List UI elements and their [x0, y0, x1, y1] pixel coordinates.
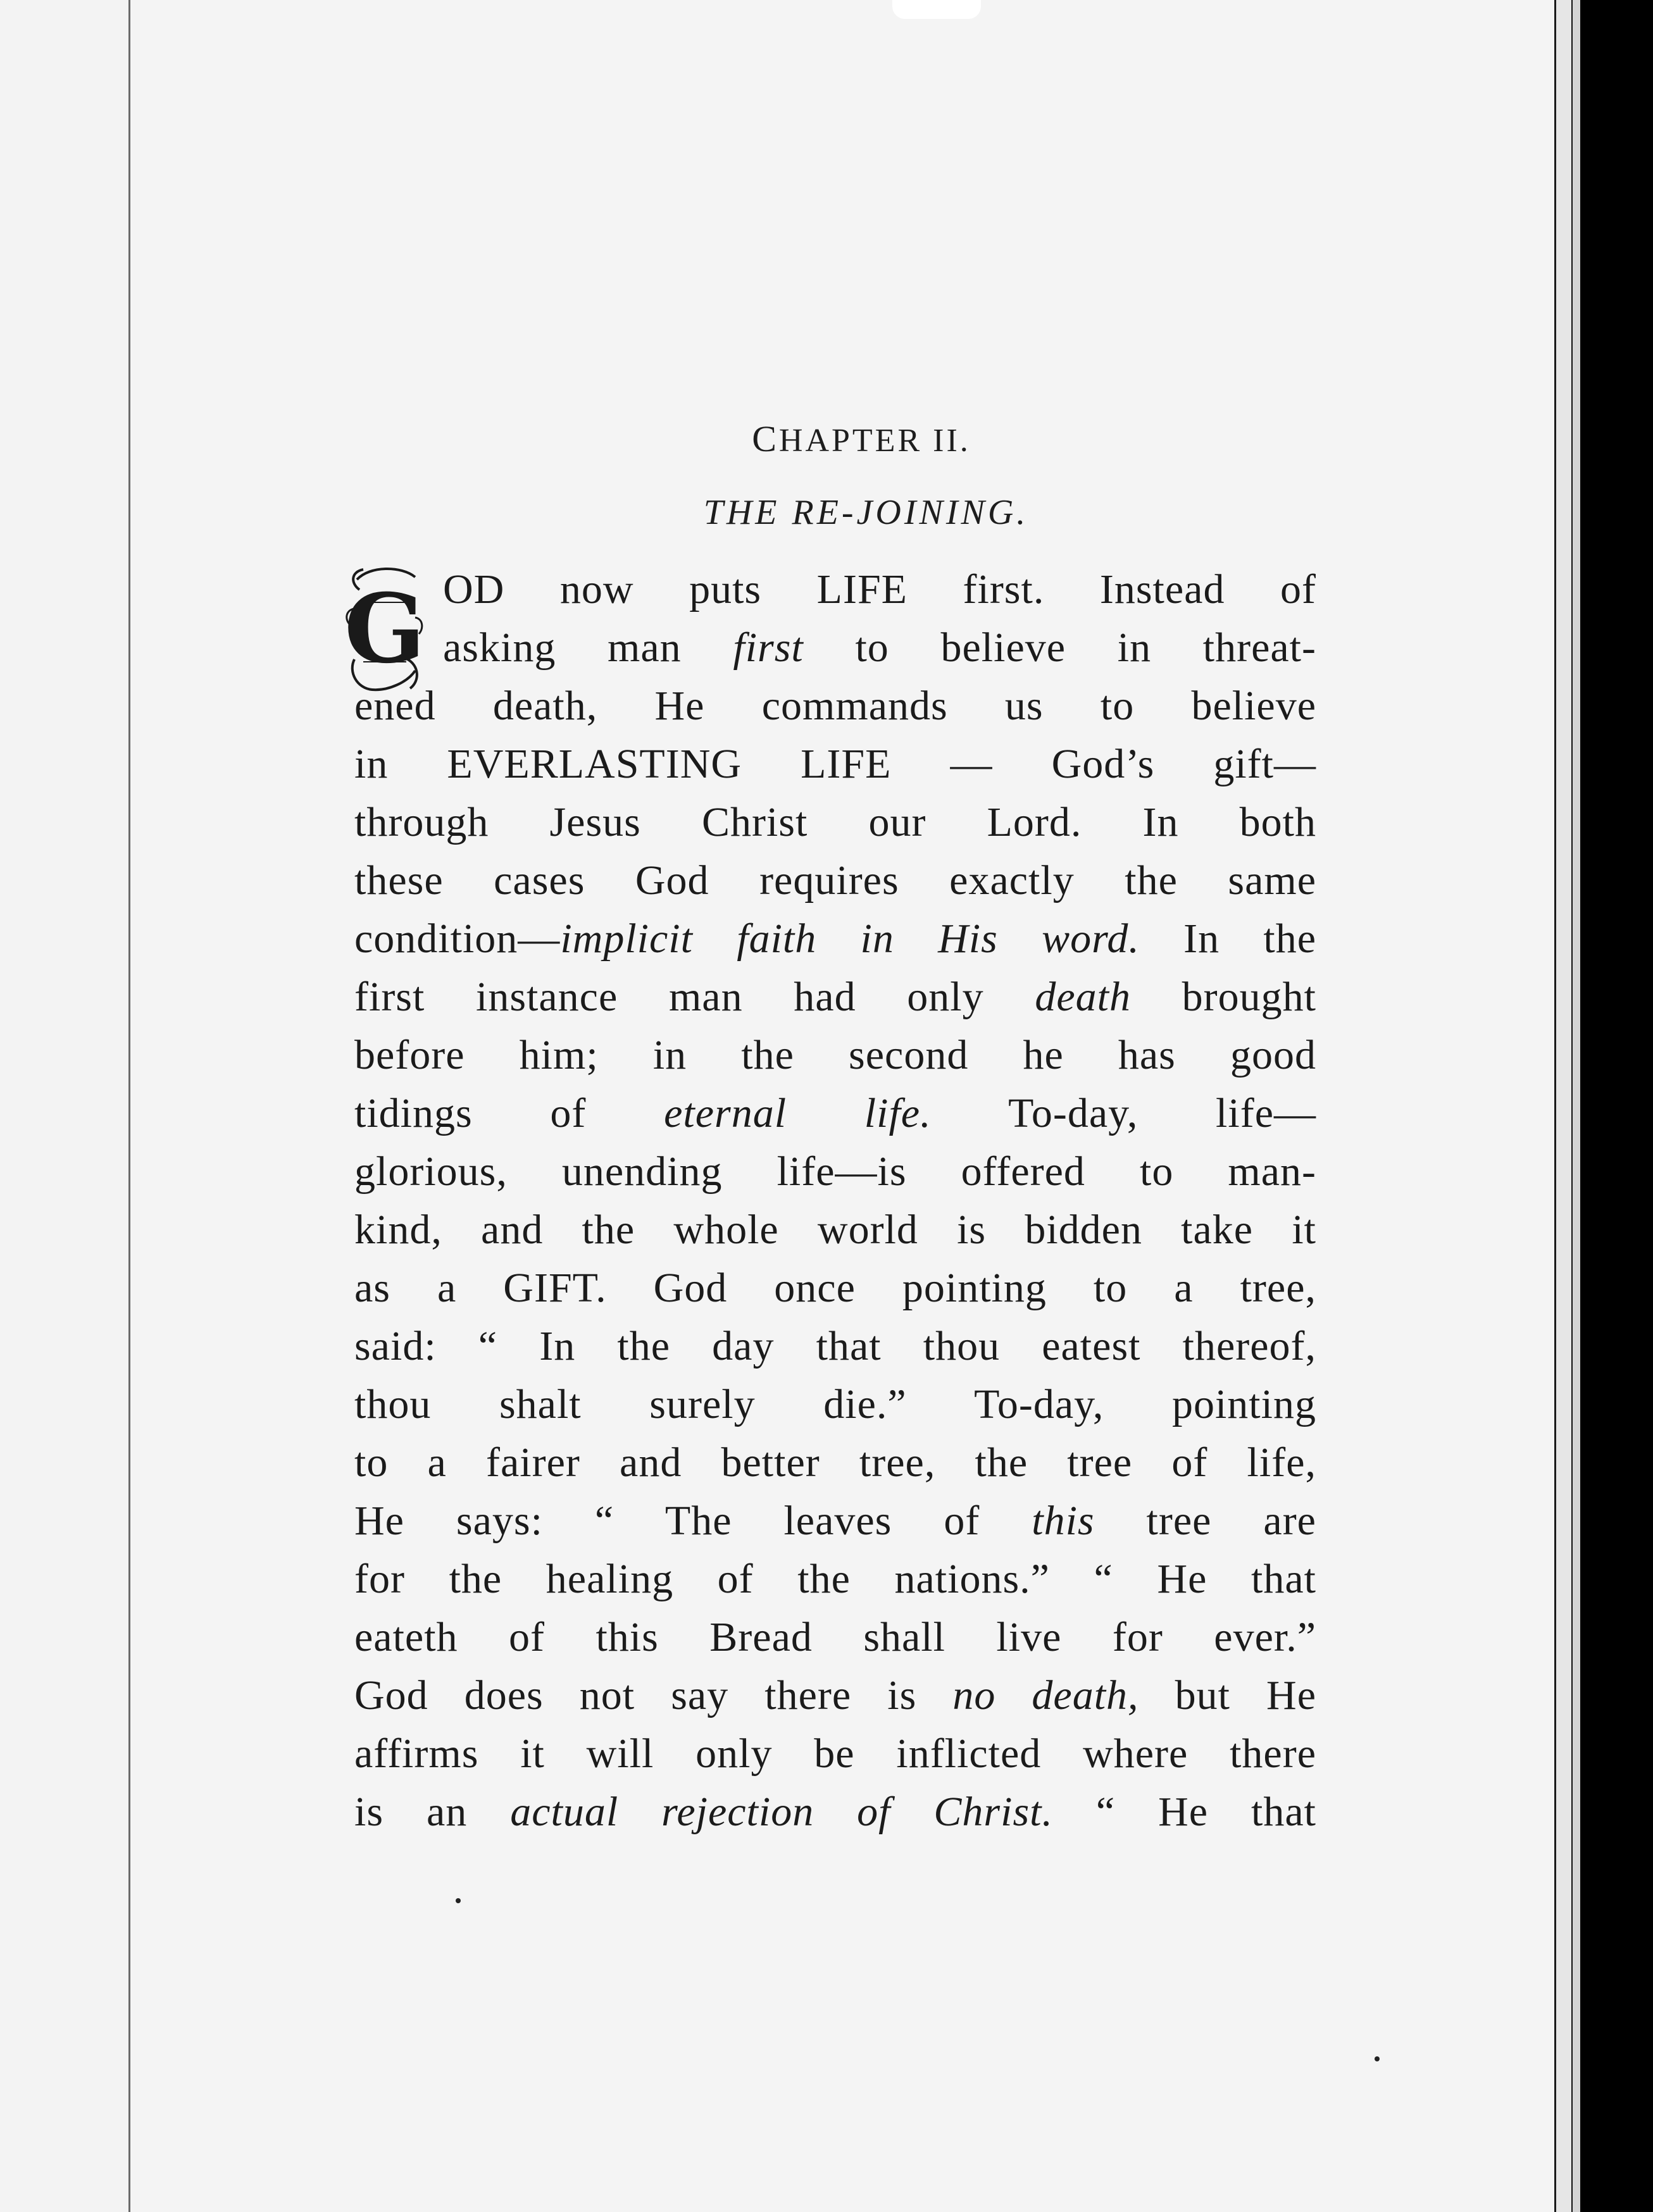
text-line — [354, 735, 1316, 793]
italic-phrase: this — [1032, 1498, 1095, 1544]
text-run: to believe in threat- — [803, 624, 1317, 671]
chapter-heading — [0, 418, 1653, 460]
text-run: is an — [354, 1789, 511, 1835]
text-run: condition— — [354, 916, 561, 962]
text-line — [354, 1608, 1316, 1667]
text-line — [354, 1667, 1316, 1725]
speck — [456, 1898, 461, 1903]
text-run: through Jesus Christ our Lord. In both — [354, 799, 1316, 845]
italic-phrase: no death, — [952, 1672, 1139, 1718]
text-line — [354, 1492, 1316, 1550]
chapter-label-initial: C — [752, 418, 779, 459]
text-line — [354, 1084, 1316, 1143]
text-line — [354, 1376, 1316, 1434]
text-line — [354, 677, 1316, 735]
italic-phrase: death — [1035, 974, 1131, 1020]
chapter-label-rest: HAPTER — [778, 423, 923, 459]
chapter-number: II. — [933, 423, 971, 459]
left-page-edge — [0, 0, 133, 2212]
text-line — [354, 1259, 1316, 1317]
text-line — [354, 1725, 1316, 1783]
text-run: asking man — [443, 624, 733, 671]
italic-phrase: eternal life. — [664, 1090, 932, 1136]
text-line — [354, 1550, 1316, 1608]
text-run: as a GIFT. God once pointing to a tree, — [354, 1265, 1316, 1311]
page-edge-outer — [1571, 0, 1580, 2212]
text-line — [354, 968, 1316, 1026]
text-run: tree are — [1094, 1498, 1316, 1544]
text-run: to a fairer and better tree, the tree of life, — [354, 1439, 1316, 1486]
text-line — [354, 793, 1316, 852]
text-run: kind, and the whole world is bidden take it — [354, 1207, 1316, 1253]
text-run: glorious, unending life—is offered to man- — [354, 1148, 1316, 1195]
text-run: affirms it will only be inflicted where there — [354, 1730, 1316, 1777]
text-run: brought — [1130, 974, 1316, 1020]
page-edge — [1554, 0, 1571, 2212]
text-run: In the — [1139, 916, 1316, 962]
text-run: said: “ In the day that thou eatest thereof, — [354, 1323, 1316, 1369]
svg-text:G: G — [344, 573, 425, 685]
text-run: OD now puts LIFE first. Instead of — [443, 566, 1316, 612]
text-run: these cases God requires exactly the same — [354, 857, 1316, 904]
text-run: thou shalt surely die.” To-day, pointing — [354, 1381, 1316, 1427]
text-line — [354, 1434, 1316, 1492]
text-run: before him; in the second he has good — [354, 1032, 1316, 1078]
text-line — [443, 619, 1316, 677]
text-line — [443, 561, 1316, 619]
text-run: in EVERLASTING LIFE — God’s gift— — [354, 741, 1316, 787]
text-run: but He — [1138, 1672, 1317, 1718]
library-stamp-mark — [892, 0, 981, 19]
text-run: for the healing of the nations.” “ He that — [354, 1556, 1316, 1602]
text-line — [354, 1143, 1316, 1201]
text-line — [354, 852, 1316, 910]
text-run: ened death, He commands us to believe — [354, 683, 1316, 729]
text-run: tidings of — [354, 1090, 664, 1136]
text-run: first instance man had only — [354, 974, 1035, 1020]
text-line — [354, 1783, 1316, 1841]
italic-phrase: actual rejection of Christ. — [510, 1789, 1053, 1835]
text-run: eateth of this Bread shall live for ever.” — [354, 1614, 1316, 1660]
chapter-title: THE RE-JOINING. — [703, 493, 1029, 532]
body-text — [354, 561, 1316, 1841]
text-line — [354, 1317, 1316, 1376]
text-line — [354, 1026, 1316, 1084]
text-line — [354, 910, 1316, 968]
italic-phrase: first — [733, 624, 804, 671]
text-run: He says: “ The leaves of — [354, 1498, 1032, 1544]
text-line — [354, 1201, 1316, 1259]
speck — [1375, 2056, 1380, 2061]
text-run: To-day, life— — [931, 1090, 1316, 1136]
text-run: God does not say there is — [354, 1672, 953, 1718]
italic-phrase: implicit faith in His word. — [560, 916, 1140, 962]
text-run: “ He that — [1052, 1789, 1316, 1835]
